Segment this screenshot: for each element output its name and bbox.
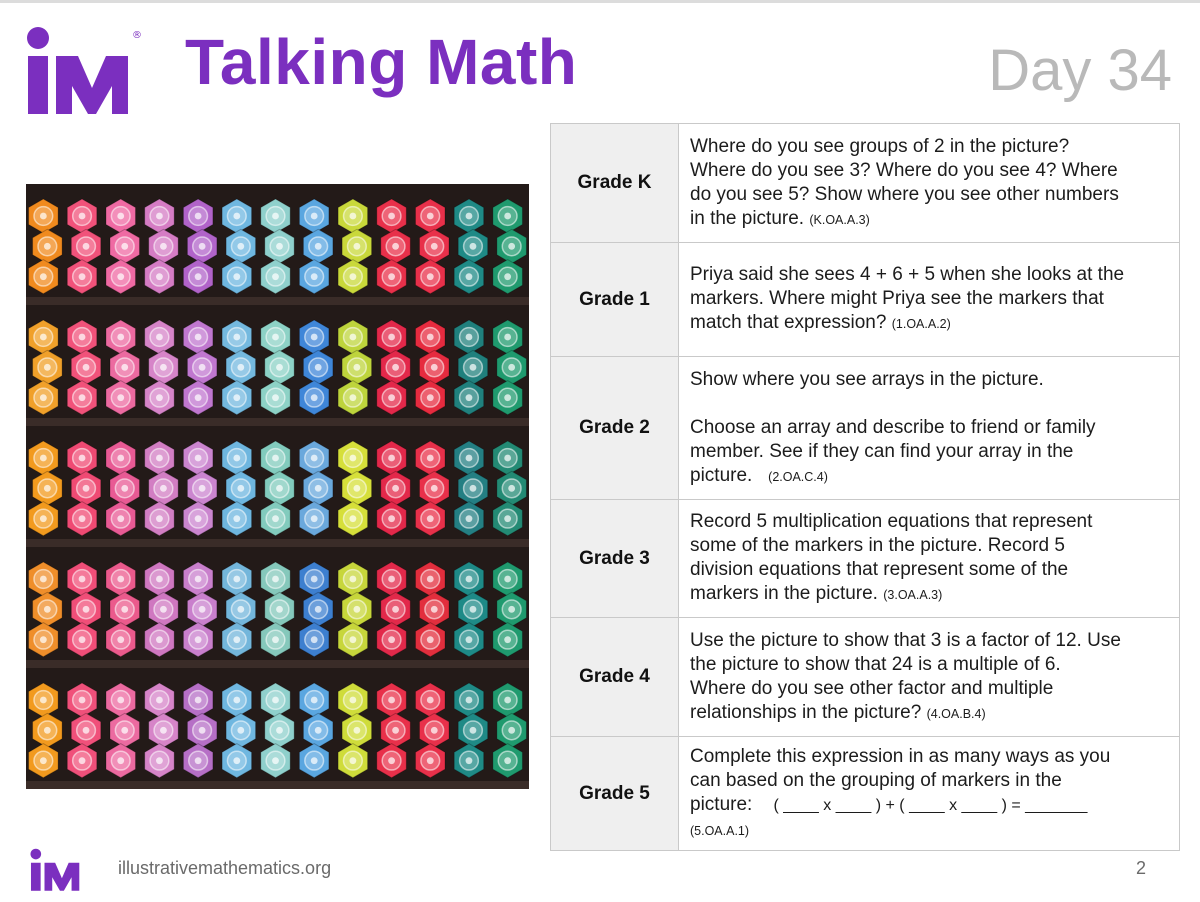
marker-cap-center xyxy=(349,455,356,462)
marker-cap-center xyxy=(466,455,473,462)
marker-cap-center xyxy=(272,455,279,462)
marker-cap-center xyxy=(388,757,395,764)
grade-label: Grade 2 xyxy=(551,357,679,500)
shelf-divider xyxy=(26,660,529,668)
marker-cap-center xyxy=(40,213,47,220)
marker-cap-center xyxy=(233,636,240,643)
table-row-grade-5 xyxy=(551,737,1180,851)
marker-cap-center xyxy=(427,213,434,220)
marker-cap-center xyxy=(504,515,511,522)
marker-cap-center xyxy=(237,243,244,250)
marker-cap-center xyxy=(121,364,128,371)
marker-cap-center xyxy=(237,727,244,734)
marker-cap-center xyxy=(311,334,318,341)
marker-cap-center xyxy=(392,243,399,250)
marker-cap-center xyxy=(392,727,399,734)
marker-cap-center xyxy=(392,364,399,371)
marker-cap-center xyxy=(117,394,124,401)
marker-cap-center xyxy=(466,334,473,341)
marker-cap-center xyxy=(504,636,511,643)
marker-cap-center xyxy=(466,394,473,401)
marker-cap-center xyxy=(83,727,90,734)
marker-cap-center xyxy=(466,697,473,704)
prompt-intro: Show where you see arrays in the picture. xyxy=(690,368,1044,390)
marker-cap-center xyxy=(470,243,477,250)
prompt-line: division equations that represent some of the xyxy=(690,559,1069,580)
prompt-line: member. See if they can find your array in the xyxy=(690,440,1074,462)
marker-cap-center xyxy=(195,515,202,522)
marker-cap-center xyxy=(272,394,279,401)
marker-cap-center xyxy=(392,485,399,492)
table-row-grade-k xyxy=(551,124,1180,243)
marker-cap-center xyxy=(311,576,318,583)
marker-cap-center xyxy=(431,485,438,492)
grade-prompts-table xyxy=(550,123,1180,851)
marker-cap-center xyxy=(349,334,356,341)
im-logo xyxy=(26,26,146,116)
marker-cap-center xyxy=(315,485,322,492)
marker-cap-center xyxy=(504,576,511,583)
marker-cap-center xyxy=(233,455,240,462)
prompt-line: markers in the picture. xyxy=(690,583,878,604)
marker-cap-center xyxy=(117,334,124,341)
prompt-line: in the picture. xyxy=(690,207,805,229)
grade-label: Grade 1 xyxy=(551,243,679,357)
marker-cap-center xyxy=(233,515,240,522)
marker-cap-center xyxy=(504,455,511,462)
marker-cap-center xyxy=(349,636,356,643)
marker-cap-center xyxy=(44,485,51,492)
marker-cap-center xyxy=(504,273,511,280)
marker-cap-center xyxy=(79,576,86,583)
marker-cap-center xyxy=(427,636,434,643)
prompt-line: Use the picture to show that 3 is a factor of 12. Use xyxy=(690,629,1121,651)
prompt-line: match that expression? xyxy=(690,312,887,333)
marker-cap-center xyxy=(508,727,515,734)
marker-cap-center xyxy=(233,273,240,280)
marker-cap-center xyxy=(272,697,279,704)
blank-expression: ( ____ x ____ ) + ( ____ x ____ ) = _______ xyxy=(773,796,1088,814)
expression-label: picture: xyxy=(690,793,753,815)
marker-cap-center xyxy=(508,364,515,371)
marker-cap-center xyxy=(117,213,124,220)
marker-cap-center xyxy=(40,757,47,764)
marker-cap-center xyxy=(272,636,279,643)
marker-cap-center xyxy=(233,757,240,764)
marker-cap-center xyxy=(466,757,473,764)
marker-cap-center xyxy=(117,697,124,704)
prompt-line: markers. Where might Priya see the markers that xyxy=(690,288,1104,309)
marker-cap-center xyxy=(121,727,128,734)
marker-cap-center xyxy=(156,334,163,341)
grade-label: Grade 3 xyxy=(551,500,679,618)
page-number: 2 xyxy=(1136,858,1147,878)
marker-cap-center xyxy=(156,213,163,220)
marker-cap-center xyxy=(156,697,163,704)
prompt-line: the picture to show that 24 is a multiple of 6. xyxy=(690,653,1061,675)
marker-cap-center xyxy=(427,576,434,583)
marker-cap-center xyxy=(272,515,279,522)
top-divider xyxy=(0,0,1200,3)
marker-cap-center xyxy=(272,334,279,341)
prompt-line: Choose an array and describe to friend or family xyxy=(690,416,1096,438)
marker-cap-center xyxy=(195,455,202,462)
marker-cap-center xyxy=(40,576,47,583)
marker-cap-center xyxy=(388,515,395,522)
marker-cap-center xyxy=(466,636,473,643)
marker-cap-center xyxy=(79,515,86,522)
grade-prompt xyxy=(679,357,1180,500)
marker-cap-center xyxy=(427,334,434,341)
shelf-divider xyxy=(26,539,529,547)
marker-cap-center xyxy=(353,243,360,250)
table-row-grade-4 xyxy=(551,618,1180,737)
marker-cap-center xyxy=(199,364,206,371)
marker-cap-center xyxy=(160,243,167,250)
marker-cap-center xyxy=(427,273,434,280)
marker-cap-center xyxy=(470,606,477,613)
marker-cap-center xyxy=(431,727,438,734)
marker-cap-center xyxy=(427,515,434,522)
prompt-line: some of the markers in the picture. Record 5 xyxy=(690,535,1065,556)
prompt-line: Complete this expression in as many ways as you xyxy=(690,745,1111,767)
marker-cap-center xyxy=(311,636,318,643)
marker-cap-center xyxy=(272,757,279,764)
marker-cap-center xyxy=(470,364,477,371)
marker-cap-center xyxy=(195,334,202,341)
marker-cap-center xyxy=(272,273,279,280)
marker-cap-center xyxy=(83,364,90,371)
marker-cap-center xyxy=(156,636,163,643)
marker-cap-center xyxy=(508,485,515,492)
marker-cap-center xyxy=(156,515,163,522)
marker-cap-center xyxy=(353,364,360,371)
marker-cap-center xyxy=(156,394,163,401)
marker-cap-center xyxy=(79,697,86,704)
marker-cap-center xyxy=(79,213,86,220)
marker-cap-center xyxy=(388,394,395,401)
marker-cap-center xyxy=(349,394,356,401)
marker-cap-center xyxy=(40,394,47,401)
marker-cap-center xyxy=(160,606,167,613)
marker-cap-center xyxy=(117,757,124,764)
marker-cap-center xyxy=(199,606,206,613)
marker-cap-center xyxy=(117,515,124,522)
marker-cap-center xyxy=(79,334,86,341)
marker-cap-center xyxy=(353,606,360,613)
marker-cap-center xyxy=(195,213,202,220)
marker-cap-center xyxy=(508,243,515,250)
marker-cap-center xyxy=(388,455,395,462)
marker-cap-center xyxy=(79,757,86,764)
marker-cap-center xyxy=(237,364,244,371)
prompt-line: relationships in the picture? xyxy=(690,701,922,723)
marker-cap-center xyxy=(431,243,438,250)
prompt-line: Where do you see groups of 2 in the picture? xyxy=(690,135,1070,157)
marker-cap-center xyxy=(40,334,47,341)
standard-code: (K.OA.A.3) xyxy=(809,212,870,227)
marker-cap-center xyxy=(121,606,128,613)
marker-cap-center xyxy=(427,697,434,704)
grade-prompt xyxy=(679,618,1180,737)
marker-cap-center xyxy=(311,757,318,764)
marker-cap-center xyxy=(427,394,434,401)
marker-cap-center xyxy=(79,636,86,643)
markers-illustration xyxy=(26,184,529,789)
marker-cap-center xyxy=(233,213,240,220)
marker-cap-center xyxy=(311,273,318,280)
marker-cap-center xyxy=(195,394,202,401)
marker-cap-center xyxy=(388,636,395,643)
marker-cap-center xyxy=(349,273,356,280)
marker-cap-center xyxy=(392,606,399,613)
marker-cap-center xyxy=(431,364,438,371)
marker-cap-center xyxy=(427,455,434,462)
marker-cap-center xyxy=(388,334,395,341)
marker-cap-center xyxy=(431,606,438,613)
marker-cap-center xyxy=(195,757,202,764)
table-row-grade-2 xyxy=(551,357,1180,500)
prompt-line: picture. xyxy=(690,464,753,486)
marker-cap-center xyxy=(195,697,202,704)
markers-photo xyxy=(26,184,529,789)
footer-url[interactable]: illustrativemathematics.org xyxy=(118,858,332,878)
marker-cap-center xyxy=(276,727,283,734)
marker-cap-center xyxy=(156,455,163,462)
marker-cap-center xyxy=(44,606,51,613)
marker-cap-center xyxy=(504,213,511,220)
marker-cap-center xyxy=(388,697,395,704)
marker-cap-center xyxy=(349,576,356,583)
marker-cap-center xyxy=(311,213,318,220)
marker-cap-center xyxy=(79,455,86,462)
marker-cap-center xyxy=(272,213,279,220)
standard-code: (4.OA.B.4) xyxy=(926,706,986,721)
standard-code: (1.OA.A.2) xyxy=(891,317,951,331)
marker-cap-center xyxy=(353,485,360,492)
marker-cap-center xyxy=(83,485,90,492)
prompt-line: Where do you see other factor and multiple xyxy=(690,677,1054,699)
marker-cap-center xyxy=(466,273,473,280)
marker-cap-center xyxy=(504,334,511,341)
marker-cap-center xyxy=(117,636,124,643)
marker-cap-center xyxy=(311,394,318,401)
marker-cap-center xyxy=(156,273,163,280)
shelf-divider xyxy=(26,297,529,305)
marker-cap-center xyxy=(466,213,473,220)
marker-cap-center xyxy=(353,727,360,734)
standard-code: (2.OA.C.4) xyxy=(768,469,828,484)
marker-cap-center xyxy=(276,485,283,492)
marker-cap-center xyxy=(349,697,356,704)
grade-label: Grade 5 xyxy=(551,737,679,851)
shelf-divider xyxy=(26,418,529,426)
marker-cap-center xyxy=(233,334,240,341)
marker-cap-center xyxy=(388,273,395,280)
marker-cap-center xyxy=(83,243,90,250)
marker-cap-center xyxy=(160,727,167,734)
marker-cap-center xyxy=(349,757,356,764)
marker-cap-center xyxy=(156,576,163,583)
marker-cap-center xyxy=(508,606,515,613)
marker-cap-center xyxy=(199,485,206,492)
marker-cap-center xyxy=(199,243,206,250)
marker-cap-center xyxy=(233,394,240,401)
marker-cap-center xyxy=(233,576,240,583)
marker-cap-center xyxy=(276,243,283,250)
marker-cap-center xyxy=(470,727,477,734)
marker-cap-center xyxy=(40,515,47,522)
marker-cap-center xyxy=(276,606,283,613)
shelf-divider xyxy=(26,781,529,789)
marker-cap-center xyxy=(117,273,124,280)
marker-cap-center xyxy=(388,213,395,220)
table-row-grade-3 xyxy=(551,500,1180,618)
marker-cap-center xyxy=(427,757,434,764)
marker-cap-center xyxy=(237,606,244,613)
marker-cap-center xyxy=(311,697,318,704)
prompt-line: Record 5 multiplication equations that represent xyxy=(690,511,1093,532)
grade-label: Grade K xyxy=(551,124,679,243)
marker-cap-center xyxy=(470,485,477,492)
prompt-line: Priya said she sees 4 + 6 + 5 when she looks at the xyxy=(690,264,1125,285)
marker-cap-center xyxy=(117,455,124,462)
marker-cap-center xyxy=(315,243,322,250)
marker-cap-center xyxy=(272,576,279,583)
marker-cap-center xyxy=(79,273,86,280)
marker-cap-center xyxy=(311,455,318,462)
standard-code: (3.OA.A.3) xyxy=(883,588,943,602)
marker-cap-center xyxy=(504,757,511,764)
marker-cap-center xyxy=(276,364,283,371)
marker-cap-center xyxy=(315,606,322,613)
marker-cap-center xyxy=(121,243,128,250)
im-footer-logo xyxy=(30,848,88,892)
marker-cap-center xyxy=(504,394,511,401)
marker-cap-center xyxy=(466,515,473,522)
marker-cap-center xyxy=(160,364,167,371)
grade-prompt xyxy=(679,124,1180,243)
page-title: Talking Math xyxy=(185,26,578,98)
marker-cap-center xyxy=(83,606,90,613)
grade-label: Grade 4 xyxy=(551,618,679,737)
marker-cap-center xyxy=(388,576,395,583)
grade-prompt xyxy=(679,243,1180,357)
marker-cap-center xyxy=(349,515,356,522)
table-row-grade-1 xyxy=(551,243,1180,357)
prompt-line: do you see 5? Show where you see other numbers xyxy=(690,183,1119,205)
marker-cap-center xyxy=(504,697,511,704)
standard-code: (5.OA.A.1) xyxy=(690,823,750,838)
marker-cap-center xyxy=(311,515,318,522)
marker-cap-center xyxy=(40,697,47,704)
grade-prompt xyxy=(679,737,1180,851)
marker-cap-center xyxy=(117,576,124,583)
day-label: Day 34 xyxy=(988,38,1172,103)
grade-prompt xyxy=(679,500,1180,618)
marker-cap-center xyxy=(195,636,202,643)
marker-cap-center xyxy=(79,394,86,401)
marker-cap-center xyxy=(44,243,51,250)
marker-cap-center xyxy=(315,727,322,734)
prompt-line: can based on the grouping of markers in the xyxy=(690,769,1062,791)
prompt-line: Where do you see 3? Where do you see 4? Where xyxy=(690,159,1118,181)
marker-cap-center xyxy=(156,757,163,764)
marker-cap-center xyxy=(121,485,128,492)
marker-cap-center xyxy=(40,636,47,643)
marker-cap-center xyxy=(44,364,51,371)
marker-cap-center xyxy=(199,727,206,734)
marker-cap-center xyxy=(233,697,240,704)
marker-cap-center xyxy=(195,576,202,583)
marker-cap-center xyxy=(195,273,202,280)
marker-cap-center xyxy=(349,213,356,220)
marker-cap-center xyxy=(40,273,47,280)
marker-cap-center xyxy=(40,455,47,462)
marker-cap-center xyxy=(466,576,473,583)
svg-text:®: ® xyxy=(132,30,142,41)
marker-cap-center xyxy=(315,364,322,371)
marker-cap-center xyxy=(160,485,167,492)
marker-cap-center xyxy=(44,727,51,734)
marker-cap-center xyxy=(237,485,244,492)
